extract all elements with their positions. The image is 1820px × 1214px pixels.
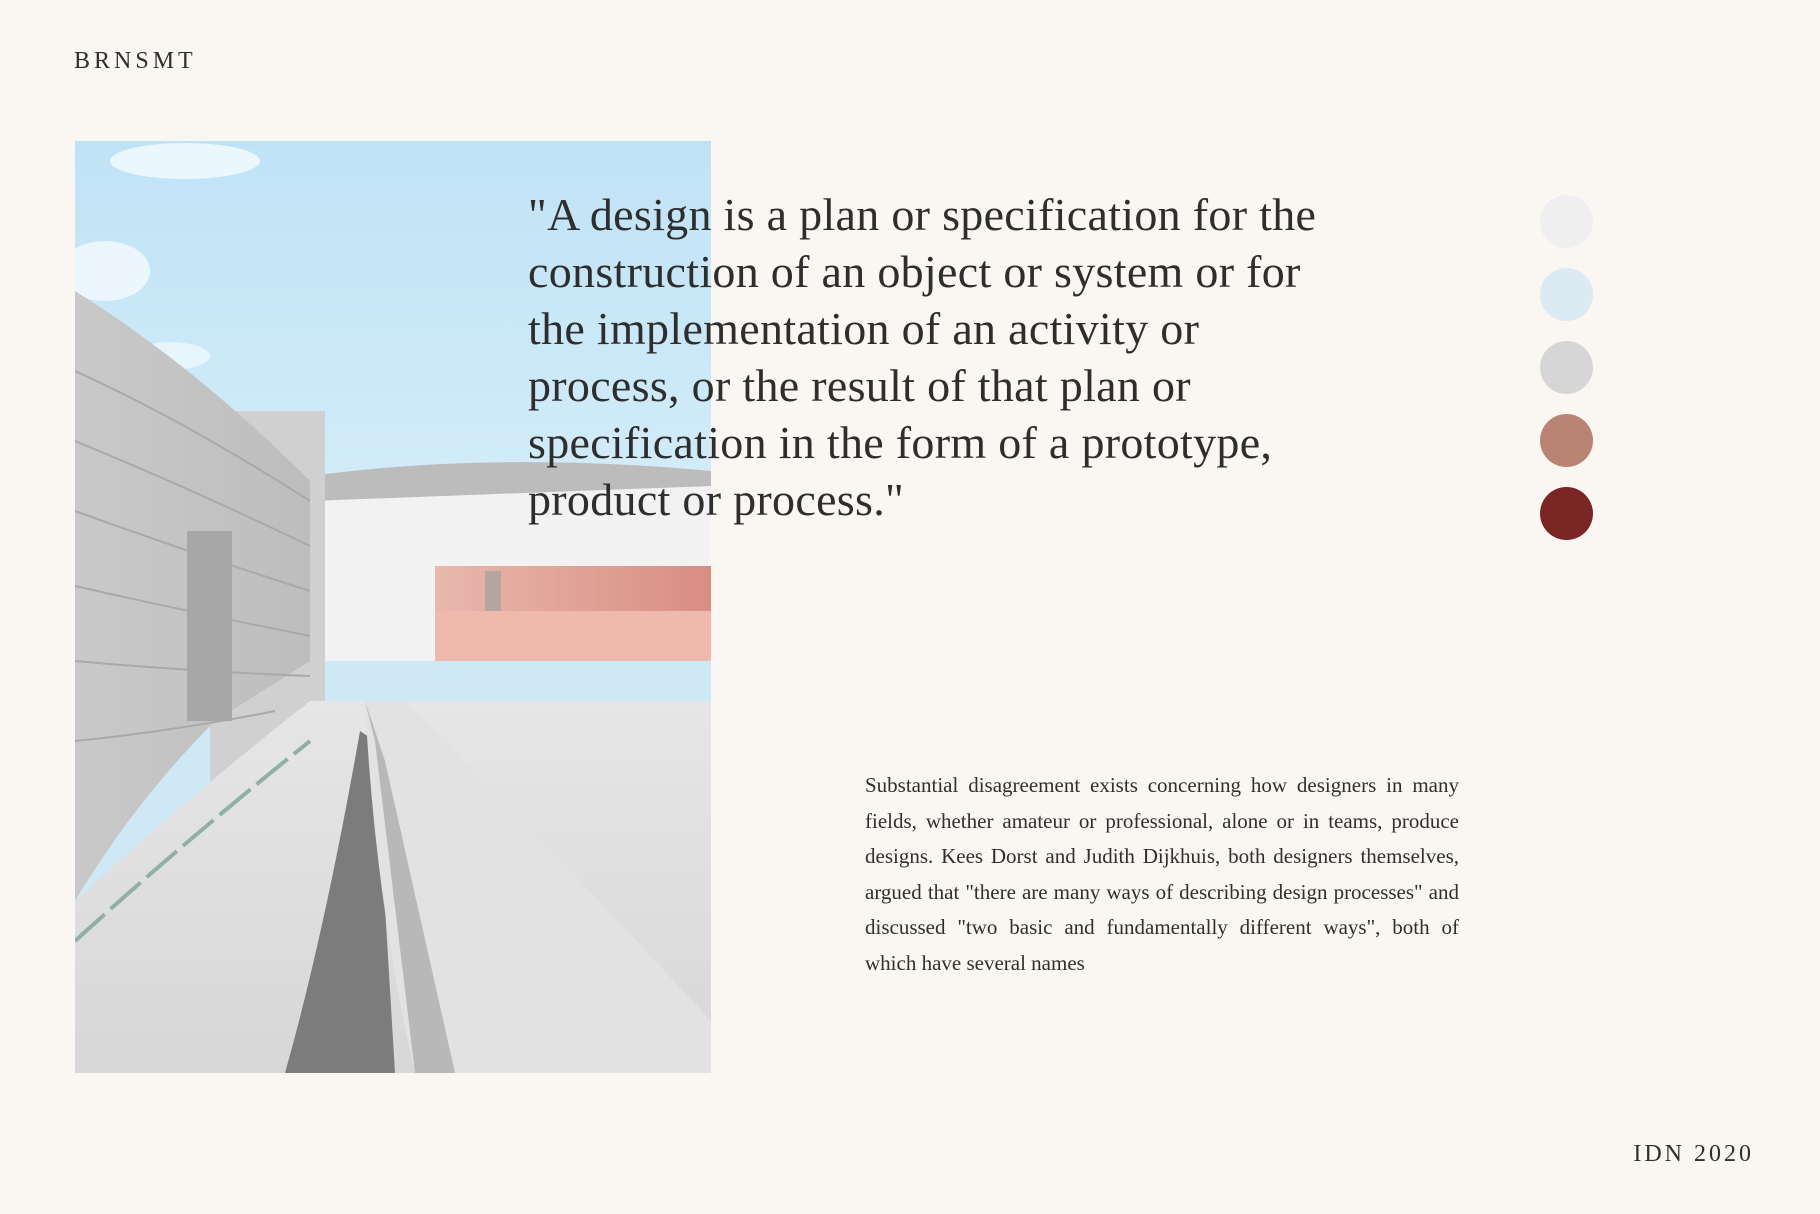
swatch-2 (1540, 268, 1593, 321)
swatch-5 (1540, 487, 1593, 540)
body-paragraph: Substantial disagreement exists concerning how designers in many fields, whether amateur or professional, alone or in teams, produce designs. Kees Dorst and Judith Dijkhuis, both designers themselves, argued that "there are many ways of describing design processes" and discussed "two basic and fundamentally different ways", both of which have several names (865, 773, 1459, 975)
swatch-1 (1540, 195, 1593, 248)
swatch-4 (1540, 414, 1593, 467)
footer-label: IDN 2020 (1633, 1141, 1754, 1167)
swatch-3 (1540, 341, 1593, 394)
brand-logo: BRNSMT (74, 48, 197, 74)
color-palette (1540, 195, 1594, 560)
quote-text: "A design is a plan or specification for the construction of an object or system or for the implementation of an activity or process, or the result of that plan or specification in the form of a prototype, product or process." (528, 189, 1317, 525)
